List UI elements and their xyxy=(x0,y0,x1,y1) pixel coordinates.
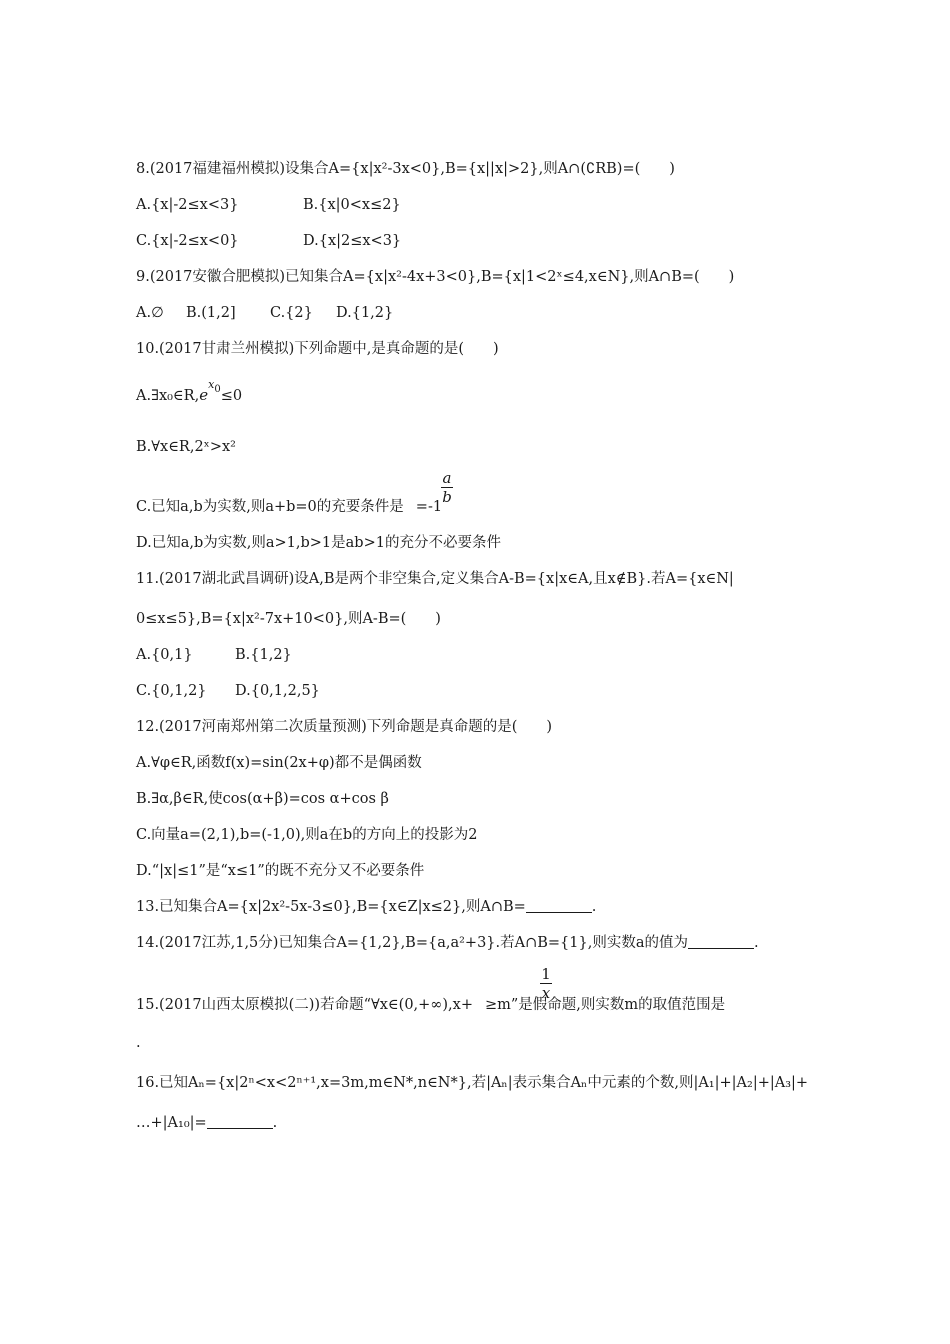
fraction-denominator: x xyxy=(541,984,551,1002)
question-9-stem: 9.(2017安徽合肥模拟)已知集合A={x|x²-4x+3<0},B={x|1<2ˣ≤4,x∈N},则A∩B=( ) xyxy=(136,269,735,285)
exponent-var: x xyxy=(208,378,215,391)
question-16-line-2 xyxy=(136,1114,277,1132)
question-12-stem: 12.(2017河南郑州第二次质量预测)下列命题是真命题的是( ) xyxy=(136,719,553,735)
question-11-option-a: A.{0,1} xyxy=(136,647,193,663)
fraction-a-over-b xyxy=(441,470,453,505)
question-10-stem: 10.(2017甘肃兰州模拟)下列命题中,是真命题的是( ) xyxy=(136,341,499,357)
question-11-option-b: B.{1,2} xyxy=(235,647,292,663)
question-10-option-b: B.∀x∈R,2ˣ>x² xyxy=(136,439,236,455)
question-10-option-c xyxy=(136,498,442,516)
question-13-end: . xyxy=(591,899,597,915)
question-12-option-b: B.∃α,β∈R,使cos(α+β)=cos α+cos β xyxy=(136,791,389,807)
e-symbol: e xyxy=(199,386,209,404)
question-10-option-d: D.已知a,b为实数,则a>1,b>1是ab>1的充分不必要条件 xyxy=(136,535,501,551)
question-13-stem: 13.已知集合A={x|2x²-5x-3≤0},B={x∈Z|x≤2},则A∩B= xyxy=(136,899,526,915)
question-8-option-b: B.{x|0<x≤2} xyxy=(303,197,401,213)
question-15-end: . xyxy=(136,1035,141,1051)
fraction-denominator: b xyxy=(442,488,452,506)
option-a-suffix: ≤0 xyxy=(220,388,243,404)
question-9-option-c: C.{2} xyxy=(270,305,313,321)
question-8-option-c: C.{x|-2≤x<0} xyxy=(136,233,239,249)
answer-blank xyxy=(526,898,592,913)
option-c-suffix: =-1 xyxy=(415,499,443,515)
exponent xyxy=(208,378,221,395)
question-11-stem-line-1: 11.(2017湖北武昌调研)设A,B是两个非空集合,定义集合A-B={x|x∈A,且x∉B}.若A={x∈N| xyxy=(136,571,734,587)
question-15-suffix: ≥m”是假命题,则实数m的取值范围是 xyxy=(484,997,726,1013)
answer-blank xyxy=(207,1114,273,1129)
question-11-stem-line-2: 0≤x≤5},B={x|x²-7x+10<0},则A-B=( ) xyxy=(136,611,441,627)
answer-blank xyxy=(688,934,754,949)
question-9-option-d: D.{1,2} xyxy=(336,305,394,321)
fraction-numerator: 1 xyxy=(541,965,551,983)
question-12-option-a: A.∀φ∈R,函数f(x)=sin(2x+φ)都不是偶函数 xyxy=(136,755,422,771)
question-9-option-a: A.∅ xyxy=(136,305,164,321)
question-14-end: . xyxy=(754,935,759,951)
fraction-numerator: a xyxy=(442,469,452,487)
question-15-prefix: 15.(2017山西太原模拟(二))若命题“∀x∈(0,+∞),x+ xyxy=(136,997,473,1013)
question-9-option-b: B.(1,2] xyxy=(186,305,236,321)
question-8-option-d: D.{x|2≤x<3} xyxy=(303,233,402,249)
question-8-option-a: A.{x|-2≤x<3} xyxy=(136,197,239,213)
question-13 xyxy=(136,898,596,916)
question-12-option-d: D.“|x|≤1”是“x≤1”的既不充分又不必要条件 xyxy=(136,863,425,879)
question-15 xyxy=(136,996,725,1014)
exponent-sub: 0 xyxy=(214,384,221,395)
option-c-prefix: C.已知a,b为实数,则a+b=0的充要条件是 xyxy=(136,499,404,515)
question-11-option-d: D.{0,1,2,5} xyxy=(235,683,320,699)
question-14 xyxy=(136,934,759,952)
question-16-stem-line-2: …+|A₁₀|= xyxy=(136,1115,207,1131)
question-8-stem: 8.(2017福建福州模拟)设集合A={x|x²-3x<0},B={x||x|>2},则A∩(∁RB)=( ) xyxy=(136,161,675,177)
question-14-stem: 14.(2017江苏,1,5分)已知集合A={1,2},B={a,a²+3}.若A∩B={1},则实数a的值为 xyxy=(136,935,688,951)
question-16-stem-line-1: 16.已知Aₙ={x|2ⁿ<x<2ⁿ⁺¹,x=3m,m∈N*,n∈N*},若|Aₙ|表示集合Aₙ中元素的个数,则|A₁|+|A₂|+|A₃|+ xyxy=(136,1075,809,1091)
question-16-end: . xyxy=(272,1115,278,1131)
question-10-option-a xyxy=(136,378,243,407)
question-11-option-c: C.{0,1,2} xyxy=(136,683,207,699)
fraction-1-over-x xyxy=(540,966,552,1001)
option-a-prefix: A.∃x₀∈R, xyxy=(136,388,200,404)
question-12-option-c: C.向量a=(2,1),b=(-1,0),则a在b的方向上的投影为2 xyxy=(136,827,478,843)
